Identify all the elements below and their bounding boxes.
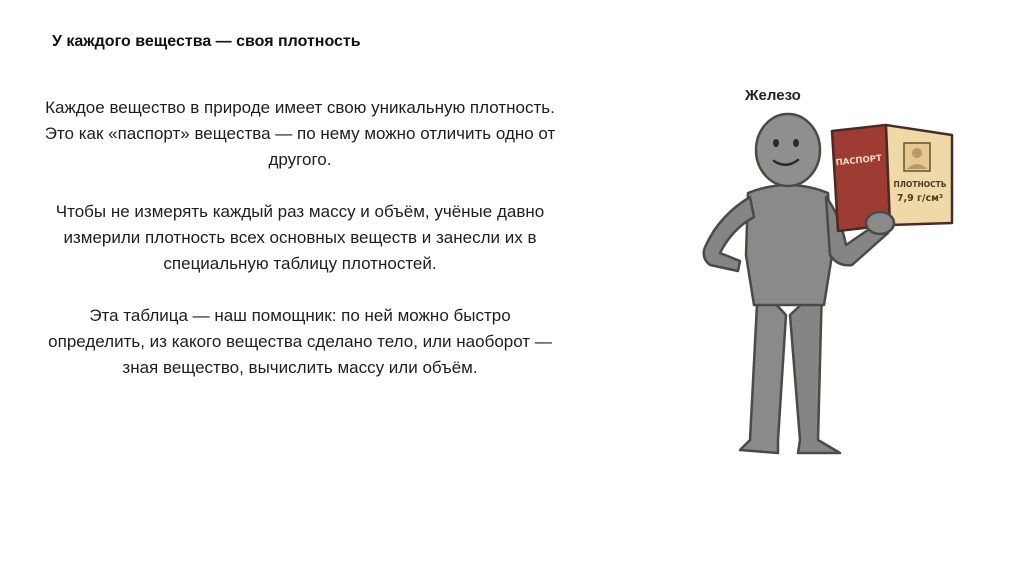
figure-right-leg [790, 285, 840, 453]
figure-head [756, 114, 820, 186]
passport-page [886, 125, 952, 225]
figure-label: Железо [745, 87, 801, 104]
passport-field-label: ПЛОТНОСТЬ [893, 180, 947, 189]
slide-body [40, 95, 560, 407]
figure-right-eye [793, 139, 799, 147]
slide-title: У каждого вещества — своя плотность [52, 33, 361, 50]
figure-left-eye [773, 139, 779, 147]
figure-torso [746, 185, 832, 305]
paragraph-density-passport: Каждое вещество в природе имеет свою уникальную плотность. Это как «паспорт» вещества — по нему можно отличить одно от другого. [44, 98, 556, 169]
paragraph-table-helper: Эта таблица — наш помощник: по ней можно быстро определить, из какого вещества сделано тело, или наоборот — зная вещество, вычислить массу или объём. [48, 306, 552, 377]
paragraph-density-table: Чтобы не измерять каждый раз массу и объём, учёные давно измерили плотность всех основных веществ и занесли их в специальную таблицу плотностей. [55, 202, 545, 273]
passport-value: 7,9 г/см³ [896, 193, 944, 204]
figure-left-leg [740, 285, 786, 453]
passport-cover-label: ПАСПОРТ [835, 153, 883, 169]
figure-right-hand [866, 212, 894, 234]
iron-figure-illustration [690, 105, 970, 470]
passport-icon [832, 125, 952, 231]
passport-photo-head [912, 148, 922, 158]
